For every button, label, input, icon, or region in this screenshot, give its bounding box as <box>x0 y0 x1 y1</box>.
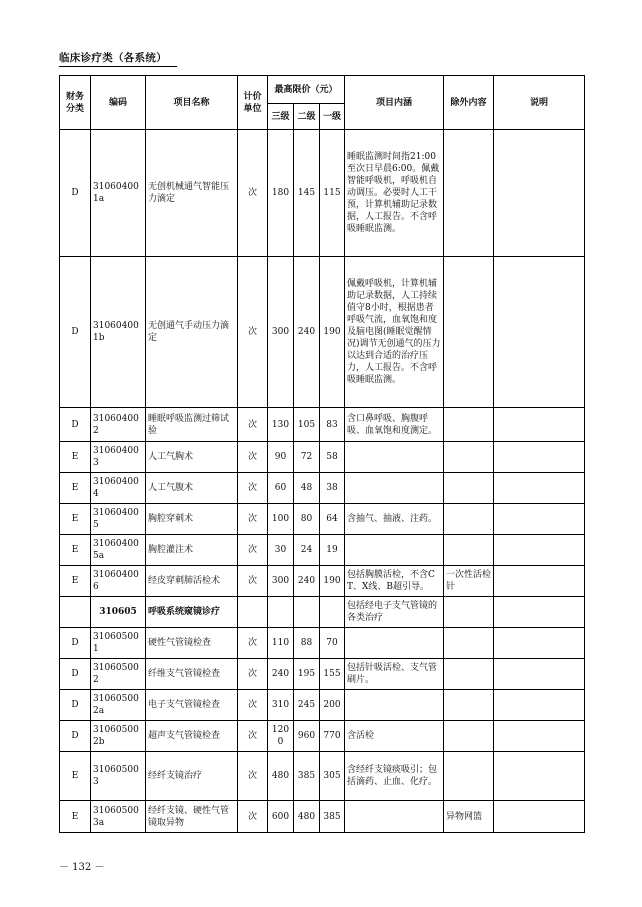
cell-category: E <box>60 473 91 504</box>
header-level2: 二级 <box>294 104 320 130</box>
header-unit: 计价单位 <box>238 76 268 130</box>
table-body <box>60 130 585 833</box>
cell-notes <box>494 752 585 801</box>
cell-price-level3: 130 <box>268 408 294 442</box>
cell-notes <box>494 690 585 721</box>
cell-price-level3: 300 <box>268 566 294 597</box>
header-max-price: 最高限价（元） <box>268 76 345 104</box>
cell-category: D <box>60 628 91 659</box>
table-row <box>60 690 585 721</box>
table-row <box>60 659 585 690</box>
cell-name: 纤维支气管镜检查 <box>146 659 238 690</box>
cell-price-level1: 385 <box>320 801 345 833</box>
cell-notes <box>494 442 585 473</box>
header-level1: 一级 <box>320 104 345 130</box>
cell-name: 无创通气手动压力滴定 <box>146 257 238 408</box>
cell-exclusions <box>444 473 494 504</box>
cell-exclusions: 一次性活检针 <box>444 566 494 597</box>
cell-price-level3: 180 <box>268 130 294 257</box>
cell-price-level3: 110 <box>268 628 294 659</box>
cell-exclusions: 异物网篮 <box>444 801 494 833</box>
cell-exclusions <box>444 690 494 721</box>
cell-exclusions <box>444 628 494 659</box>
cell-category: E <box>60 752 91 801</box>
cell-category: D <box>60 721 91 752</box>
cell-price-level2: 245 <box>294 690 320 721</box>
cell-exclusions <box>444 504 494 535</box>
cell-name: 人工气胸术 <box>146 442 238 473</box>
cell-unit: 次 <box>238 801 268 833</box>
cell-content: 睡眠监测时间指21:00至次日早晨6:00。佩戴智能呼吸机，呼吸机自动调压。必要时人工干预，计算机辅助记录数据，人工报告。不含呼吸睡眠监测。 <box>345 130 444 257</box>
cell-code: 310605002b <box>91 721 146 752</box>
cell-exclusions <box>444 752 494 801</box>
cell-unit: 次 <box>238 628 268 659</box>
cell-name: 人工气腹术 <box>146 473 238 504</box>
header-category: 财务分类 <box>60 76 91 130</box>
cell-name: 呼吸系统窥镜诊疗 <box>146 597 238 628</box>
cell-code: 310604002 <box>91 408 146 442</box>
cell-content: 包括针吸活检、支气管刷片。 <box>345 659 444 690</box>
cell-exclusions <box>444 130 494 257</box>
table-row <box>60 130 585 257</box>
cell-content <box>345 690 444 721</box>
cell-price-level1: 64 <box>320 504 345 535</box>
cell-price-level2: 80 <box>294 504 320 535</box>
cell-unit <box>238 597 268 628</box>
cell-code: 310604003 <box>91 442 146 473</box>
cell-price-level3: 100 <box>268 504 294 535</box>
cell-name: 睡眠呼吸监测过筛试验 <box>146 408 238 442</box>
cell-content: 含口鼻呼吸、胸腹呼吸、血氧饱和度测定。 <box>345 408 444 442</box>
cell-exclusions <box>444 442 494 473</box>
cell-name: 硬性气管镜检查 <box>146 628 238 659</box>
cell-category: D <box>60 257 91 408</box>
cell-code: 310605 <box>91 597 146 628</box>
cell-category: D <box>60 130 91 257</box>
cell-price-level1: 770 <box>320 721 345 752</box>
cell-unit: 次 <box>238 566 268 597</box>
cell-price-level1: 19 <box>320 535 345 566</box>
cell-name: 经纤支镜、硬性气管镜取异物 <box>146 801 238 833</box>
cell-category: D <box>60 659 91 690</box>
cell-category: D <box>60 690 91 721</box>
cell-unit: 次 <box>238 752 268 801</box>
cell-price-level1: 190 <box>320 257 345 408</box>
cell-notes <box>494 408 585 442</box>
cell-content: 含活检 <box>345 721 444 752</box>
cell-code: 310604001a <box>91 130 146 257</box>
cell-price-level2: 88 <box>294 628 320 659</box>
header-level3: 三级 <box>268 104 294 130</box>
header-content: 项目内涵 <box>345 76 444 130</box>
cell-name: 超声支气管镜检查 <box>146 721 238 752</box>
cell-exclusions <box>444 408 494 442</box>
cell-category: E <box>60 535 91 566</box>
cell-name: 胸腔穿刺术 <box>146 504 238 535</box>
cell-unit: 次 <box>238 473 268 504</box>
cell-category: D <box>60 408 91 442</box>
cell-price-level1: 190 <box>320 566 345 597</box>
cell-exclusions <box>444 257 494 408</box>
cell-notes <box>494 130 585 257</box>
cell-code: 310604001b <box>91 257 146 408</box>
cell-unit: 次 <box>238 659 268 690</box>
cell-exclusions <box>444 721 494 752</box>
cell-unit: 次 <box>238 504 268 535</box>
cell-code: 310604004 <box>91 473 146 504</box>
cell-price-level3: 240 <box>268 659 294 690</box>
cell-category <box>60 597 91 628</box>
cell-name: 胸腔灌注术 <box>146 535 238 566</box>
cell-exclusions <box>444 535 494 566</box>
cell-unit: 次 <box>238 130 268 257</box>
page-number: － 132 － <box>59 862 105 873</box>
cell-notes <box>494 566 585 597</box>
cell-unit: 次 <box>238 535 268 566</box>
cell-notes <box>494 535 585 566</box>
cell-unit: 次 <box>238 721 268 752</box>
table-header-row <box>60 76 585 104</box>
cell-price-level3: 480 <box>268 752 294 801</box>
cell-notes <box>494 504 585 535</box>
cell-price-level2: 24 <box>294 535 320 566</box>
header-exclusions: 除外内容 <box>444 76 494 130</box>
cell-price-level1: 200 <box>320 690 345 721</box>
cell-price-level2: 480 <box>294 801 320 833</box>
cell-price-level3: 1200 <box>268 721 294 752</box>
cell-price-level1: 38 <box>320 473 345 504</box>
cell-price-level1: 58 <box>320 442 345 473</box>
header-code: 编码 <box>91 76 146 130</box>
table-row <box>60 442 585 473</box>
cell-exclusions <box>444 597 494 628</box>
cell-price-level1: 83 <box>320 408 345 442</box>
table-row <box>60 566 585 597</box>
cell-unit: 次 <box>238 442 268 473</box>
cell-price-level3: 600 <box>268 801 294 833</box>
price-table <box>59 75 585 833</box>
cell-notes <box>494 473 585 504</box>
cell-price-level2: 195 <box>294 659 320 690</box>
table-row <box>60 597 585 628</box>
cell-price-level3: 90 <box>268 442 294 473</box>
page-header-title: 临床诊疗类（各系统） <box>59 50 177 67</box>
cell-price-level2: 385 <box>294 752 320 801</box>
table-row <box>60 628 585 659</box>
cell-content <box>345 535 444 566</box>
table-row <box>60 408 585 442</box>
cell-unit: 次 <box>238 408 268 442</box>
cell-code: 310604005a <box>91 535 146 566</box>
cell-category: E <box>60 801 91 833</box>
cell-code: 310605002a <box>91 690 146 721</box>
cell-price-level1: 155 <box>320 659 345 690</box>
cell-price-level1: 115 <box>320 130 345 257</box>
cell-price-level2 <box>294 597 320 628</box>
cell-notes <box>494 801 585 833</box>
cell-content: 含经纤支镜痰吸引；包括滴药、止血、化疗。 <box>345 752 444 801</box>
cell-price-level3: 30 <box>268 535 294 566</box>
cell-notes <box>494 597 585 628</box>
table-row <box>60 721 585 752</box>
table-row <box>60 504 585 535</box>
cell-content <box>345 628 444 659</box>
cell-content: 佩戴呼吸机，计算机辅助记录数据，人工持续值守8小时，根据患者呼吸气流，血氧饱和度及脑电图(睡眠觉醒情况)调节无创通气的压力以达到合适的治疗压力，人工报告。不含呼吸睡眠监测。 <box>345 257 444 408</box>
cell-price-level1: 305 <box>320 752 345 801</box>
cell-price-level2: 240 <box>294 566 320 597</box>
cell-notes <box>494 659 585 690</box>
cell-price-level3: 60 <box>268 473 294 504</box>
cell-price-level2: 48 <box>294 473 320 504</box>
cell-price-level3 <box>268 597 294 628</box>
cell-price-level2: 105 <box>294 408 320 442</box>
cell-name: 电子支气管镜检查 <box>146 690 238 721</box>
cell-price-level3: 300 <box>268 257 294 408</box>
cell-code: 310605001 <box>91 628 146 659</box>
cell-content: 包括胸膜活检，不含CT、X线、B超引导。 <box>345 566 444 597</box>
cell-notes <box>494 628 585 659</box>
cell-category: E <box>60 442 91 473</box>
cell-code: 310604005 <box>91 504 146 535</box>
cell-price-level2: 145 <box>294 130 320 257</box>
table-row <box>60 752 585 801</box>
cell-content: 包括经电子支气管镜的各类治疗 <box>345 597 444 628</box>
table-row <box>60 257 585 408</box>
cell-exclusions <box>444 659 494 690</box>
table-row <box>60 535 585 566</box>
header-name: 项目名称 <box>146 76 238 130</box>
cell-price-level1: 70 <box>320 628 345 659</box>
cell-code: 310604006 <box>91 566 146 597</box>
cell-notes <box>494 257 585 408</box>
cell-name: 经纤支镜治疗 <box>146 752 238 801</box>
cell-content <box>345 473 444 504</box>
cell-price-level2: 960 <box>294 721 320 752</box>
cell-code: 310605003a <box>91 801 146 833</box>
cell-code: 310605003 <box>91 752 146 801</box>
table-row <box>60 473 585 504</box>
cell-content: 含抽气、抽液、注药。 <box>345 504 444 535</box>
cell-notes <box>494 721 585 752</box>
cell-content <box>345 801 444 833</box>
cell-unit: 次 <box>238 257 268 408</box>
header-notes: 说明 <box>494 76 585 130</box>
cell-category: E <box>60 504 91 535</box>
cell-content <box>345 442 444 473</box>
cell-category: E <box>60 566 91 597</box>
cell-unit: 次 <box>238 690 268 721</box>
cell-code: 310605002 <box>91 659 146 690</box>
cell-price-level2: 240 <box>294 257 320 408</box>
cell-price-level1 <box>320 597 345 628</box>
cell-price-level2: 72 <box>294 442 320 473</box>
cell-price-level3: 310 <box>268 690 294 721</box>
cell-name: 经皮穿刺肺活检术 <box>146 566 238 597</box>
table-row <box>60 801 585 833</box>
cell-name: 无创机械通气智能压力滴定 <box>146 130 238 257</box>
